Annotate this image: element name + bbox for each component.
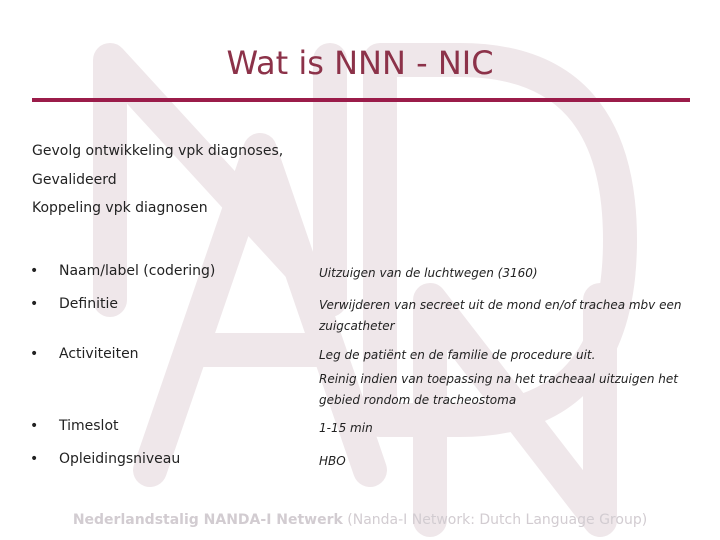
slide-title: Wat is NNN - NIC <box>226 44 494 82</box>
title-divider <box>32 98 690 102</box>
bullet-marker: • <box>30 296 39 312</box>
item-detail-definitie: Verwijderen van secreet uit de mond en/of trachea mbv een zuigcatheter <box>319 298 682 333</box>
item-label-timeslot: Timeslot <box>59 418 119 434</box>
item-label-opleidingsniveau: Opleidingsniveau <box>59 451 181 467</box>
item-detail-timeslot: 1-15 min <box>319 421 373 435</box>
bullet-marker: • <box>30 418 39 434</box>
item-detail-naam: Uitzuigen van de luchtwegen (3160) <box>319 266 538 280</box>
item-label-activiteiten: Activiteiten <box>59 346 139 362</box>
intro-line-1: Gevolg ontwikkeling vpk diagnoses, <box>32 143 284 159</box>
intro-line-3: Koppeling vpk diagnosen <box>32 200 208 216</box>
item-detail-activiteiten: Leg de patiënt en de familie de procedure uit. <box>319 348 596 362</box>
intro-line-2: Gevalideerd <box>32 172 117 188</box>
bullet-marker: • <box>30 451 39 467</box>
item-label-naam: Naam/label (codering) <box>59 263 216 279</box>
item-label-definitie: Definitie <box>59 296 118 312</box>
footer-org: Nederlandstalig NANDA-I Netwerk <box>72 512 343 528</box>
item-detail-activiteiten-extra: Reinig indien van toepassing na het tracheaal uitzuigen het gebied rondom de tracheostoma <box>319 372 678 407</box>
footer <box>0 512 720 528</box>
bullet-marker: • <box>30 346 39 362</box>
bullet-marker: • <box>30 263 39 279</box>
footer-note: (Nanda-I Network: Dutch Language Group) <box>342 512 648 528</box>
item-detail-opleidingsniveau: HBO <box>319 454 346 468</box>
